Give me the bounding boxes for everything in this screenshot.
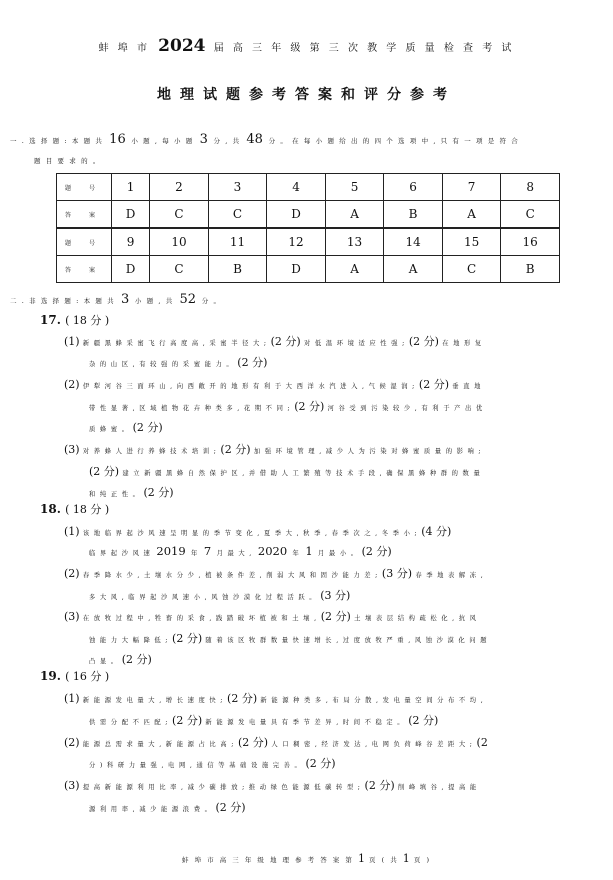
sub-number: (1) <box>64 525 80 538</box>
document-title: 地理试题参考答案和评分参考 <box>157 87 456 103</box>
score-mark: (2 分) <box>172 714 203 727</box>
answer-text: 该 地 临 界 起 沙 风 速 呈 明 显 的 季 节 变 化 , 夏 季 大 , 秋 季 , 春 季 次 之 , 冬 季 小 ; <box>82 530 418 537</box>
table-cell: 16 <box>501 228 560 256</box>
q17-line-2 <box>89 354 267 370</box>
table-cell: 11 <box>208 228 267 256</box>
answer-text: 在 地 形 复 <box>442 340 483 347</box>
q17-line-7 <box>89 463 481 479</box>
table-cell: B <box>208 256 267 283</box>
sub-number: (2) <box>64 567 80 580</box>
q18-line-1 <box>64 523 451 539</box>
q17-line-3 <box>64 376 482 392</box>
answer-text: 和 纯 正 性 。 <box>89 491 141 498</box>
answer-text: 春 季 地 表 解 冻 , <box>415 572 485 579</box>
answer-text: 提 高 新 能 源 利 用 比 率 , 减 少 碳 排 放 ; 推 动 绿 色 能 源 低 碳 转 型 ; <box>82 784 362 791</box>
answer-text: 垂 直 地 <box>452 383 482 390</box>
table-cell: C <box>442 256 501 283</box>
q18-line-5 <box>64 608 477 624</box>
q18-line-3 <box>64 565 484 581</box>
table-cell: D <box>267 256 326 283</box>
score-mark: (4 分) <box>421 525 452 538</box>
school-name: 蚌 埠 市 <box>98 43 150 54</box>
score-mark: (2 分) <box>418 378 449 391</box>
table-cell: C <box>208 201 267 229</box>
score-mark: (2 分) <box>408 714 439 727</box>
table-cell: D <box>112 201 150 229</box>
table-cell: A <box>442 201 501 229</box>
answer-text: 河 谷 受 到 污 染 较 少 , 有 利 于 产 出 优 <box>327 405 484 412</box>
row-header: 题 号 <box>57 174 112 201</box>
score-mark: (2 分) <box>320 610 351 623</box>
section2-text-b: 小 题 , 共 <box>134 297 174 305</box>
score-mark: (3 分) <box>320 589 351 602</box>
score-mark: (2 分) <box>237 736 269 749</box>
sub-number: (1) <box>64 692 80 705</box>
answer-text: 年 <box>292 550 301 557</box>
q17-line-1 <box>64 333 483 349</box>
exam-year: 2024 <box>158 36 206 56</box>
answer-text: 对 低 温 环 境 适 应 性 强 ; <box>304 340 406 347</box>
table-cell: 14 <box>384 228 443 256</box>
score-mark: (2 分) <box>408 335 439 348</box>
q17-line-6 <box>64 441 482 457</box>
q17-line-8 <box>89 484 174 500</box>
q19-line-5 <box>64 777 478 793</box>
score-mark: (2 分) <box>305 757 336 770</box>
table-cell: C <box>150 201 209 229</box>
answer-text: 加 强 环 境 管 理 , 减 少 人 为 污 染 对 蜂 蜜 质 量 的 影 响 ; <box>253 448 482 455</box>
table-cell: B <box>384 201 443 229</box>
score-mark: (2 分) <box>89 465 120 478</box>
answer-text: 土 壤 表 层 结 构 疏 松 化 , 抗 风 <box>354 615 478 622</box>
sub-number: (3) <box>64 779 80 792</box>
score-mark: (2 <box>476 736 488 749</box>
sub-number: (2) <box>64 736 80 749</box>
q19-line-2 <box>89 712 438 728</box>
table-row <box>57 201 560 229</box>
row-header: 答 案 <box>57 201 112 229</box>
answer-text: 在 放 牧 过 程 中 , 牲 畜 的 采 食 , 践 踏 破 坏 植 被 和 土 壤 , <box>82 615 318 622</box>
year-value: 2020 <box>257 544 288 558</box>
question-17-heading <box>40 312 109 328</box>
table-cell: 15 <box>442 228 501 256</box>
answer-text: 杂 的 山 区 , 有 较 强 的 采 蜜 能 力 。 <box>89 361 234 368</box>
table-cell: D <box>267 201 326 229</box>
score-mark: (2 分) <box>237 356 268 369</box>
sub-number: (3) <box>64 610 80 623</box>
answer-text: 质 蜂 蜜 。 <box>89 426 130 433</box>
sub-number: (2) <box>64 378 80 391</box>
school-heading <box>0 36 613 56</box>
section1-per-score: 3 <box>199 132 208 147</box>
table-row <box>57 228 560 256</box>
month-value: 7 <box>203 544 212 558</box>
section2-total: 52 <box>179 292 197 307</box>
answer-text: 削 峰 填 谷 , 提 高 能 <box>397 784 478 791</box>
section2-text-c: 分 。 <box>201 297 222 305</box>
q17-line-4 <box>89 398 484 414</box>
score-mark: (2 分) <box>143 486 174 499</box>
table-row <box>57 256 560 283</box>
answer-text: 对 养 蜂 人 进 行 养 蜂 技 术 培 训 ; <box>82 448 218 455</box>
section2-count: 3 <box>120 292 130 307</box>
question-number: 19. <box>40 669 61 683</box>
score-mark: (3 分) <box>381 567 412 580</box>
question-number: 18. <box>40 502 61 516</box>
score-mark: (2 分) <box>132 421 163 434</box>
table-cell: A <box>384 256 443 283</box>
question-points: ( 18 分 ) <box>65 503 110 516</box>
year-value: 2019 <box>156 544 186 558</box>
section1-count: 16 <box>109 132 126 147</box>
answer-text: 新 能 源 种 类 多 , 布 局 分 散 , 发 电 量 空 间 分 布 不 均 , <box>260 697 485 704</box>
answer-text: 临 界 起 沙 风 速 <box>89 550 152 557</box>
table-cell: D <box>112 256 150 283</box>
q17-line-5 <box>89 419 163 435</box>
answer-text: 月 最 小 。 <box>318 550 359 557</box>
answer-table <box>56 173 560 283</box>
table-cell: 1 <box>112 174 150 201</box>
page-number: 1 <box>357 852 365 865</box>
row-header: 题 号 <box>57 228 112 256</box>
q19-line-3 <box>64 734 488 750</box>
footer-text: 页 ) <box>413 856 431 864</box>
section2-instructions <box>10 292 222 307</box>
answer-text: 年 <box>191 550 199 557</box>
q18-line-6 <box>89 630 488 646</box>
answer-text: 新 疆 黑 蜂 采 蜜 飞 行 高 度 高 , 采 蜜 半 径 大 ; <box>82 340 268 347</box>
table-cell: 5 <box>325 174 384 201</box>
table-cell: 2 <box>150 174 209 201</box>
q19-line-1 <box>64 690 484 706</box>
question-points: ( 18 分 ) <box>65 314 110 327</box>
score-mark: (2 分) <box>220 443 251 456</box>
row-header: 答 案 <box>57 256 112 283</box>
question-points: ( 16 分 ) <box>65 670 110 683</box>
sub-number: (1) <box>64 335 80 348</box>
answer-text: 建 立 新 疆 黑 蜂 自 然 保 护 区 , 并 借 助 人 工 繁 殖 等 技 术 手 段 , 确 保 黑 蜂 种 群 的 数 量 <box>122 470 482 477</box>
month-value: 1 <box>305 544 313 558</box>
answer-text: 新 能 源 发 电 量 具 有 季 节 差 异 , 时 间 不 稳 定 。 <box>205 719 405 726</box>
table-cell: C <box>150 256 209 283</box>
answer-text: 伊 犁 河 谷 三 面 环 山 , 向 西 敞 开 的 地 形 有 利 于 大 西 洋 水 汽 进 入 , 气 候 湿 润 ; <box>82 383 416 390</box>
table-cell: C <box>501 201 560 229</box>
table-cell: 4 <box>267 174 326 201</box>
answer-text: 新 能 源 发 电 量 大 , 增 长 速 度 快 ; <box>82 697 224 704</box>
question-number: 17. <box>40 313 61 327</box>
footer-text: 蚌 埠 市 高 三 年 级 地 理 参 考 答 案 第 <box>182 856 354 864</box>
answer-text: 能 源 总 需 求 量 大 , 新 能 源 占 比 高 ; <box>82 741 235 748</box>
score-mark: (2 分) <box>172 632 203 645</box>
answer-text: 蚀 能 力 大 幅 降 低 ; <box>89 637 169 644</box>
q18-line-4 <box>89 587 350 603</box>
table-cell: 6 <box>384 174 443 201</box>
q18-line-2 <box>89 543 392 559</box>
answer-text: 随 着 该 区 牧 群 数 量 快 速 增 长 , 过 度 放 牧 严 重 , 风 蚀 沙 漠 化 问 题 <box>205 637 488 644</box>
table-cell: A <box>325 201 384 229</box>
score-mark: (2 分) <box>215 801 246 814</box>
q19-line-6 <box>89 799 246 815</box>
page-footer <box>0 852 613 865</box>
section1-total: 48 <box>246 132 263 147</box>
table-cell: 12 <box>267 228 326 256</box>
footer-text: 页 ( 共 <box>369 856 399 864</box>
answer-text: 分 ) 科 研 力 量 强 , 电 网 , 通 信 等 基 础 设 施 完 善 。 <box>89 762 303 769</box>
answer-text: 凸 显 。 <box>89 658 119 665</box>
answer-text: 月 最 大 , <box>216 550 253 557</box>
table-cell: B <box>501 256 560 283</box>
question-18-heading <box>40 501 109 517</box>
q19-line-4 <box>89 755 336 771</box>
score-mark: (2 分) <box>270 335 301 348</box>
exam-name: 届 高 三 年 级 第 三 次 教 学 质 量 检 查 考 试 <box>213 43 515 54</box>
table-cell: 13 <box>325 228 384 256</box>
section2-text-a: 二 . 非 选 择 题 : 本 题 共 <box>10 297 116 305</box>
q18-line-7 <box>89 651 152 667</box>
sub-number: (3) <box>64 443 80 456</box>
table-row <box>57 174 560 201</box>
table-cell: A <box>325 256 384 283</box>
score-mark: (2 分) <box>294 400 325 413</box>
score-mark: (2 分) <box>121 653 152 666</box>
answer-text: 带 性 显 著 , 区 域 植 物 花 卉 种 类 多 , 花 期 不 同 ; <box>89 405 291 412</box>
question-19-heading <box>40 668 109 684</box>
table-cell: 9 <box>112 228 150 256</box>
section1-instructions <box>10 132 519 147</box>
section1-instructions-line2: 题 目 要 求 的 。 <box>34 157 101 165</box>
table-cell: 3 <box>208 174 267 201</box>
answer-text: 人 口 稠 密 , 经 济 发 达 , 电 网 负 荷 峰 谷 差 距 大 ; <box>271 741 474 748</box>
table-cell: 10 <box>150 228 209 256</box>
answer-text: 春 季 降 水 少 , 土 壤 水 分 少 , 植 被 条 件 差 , 削 弱 大 风 和 固 沙 能 力 差 ; <box>82 572 379 579</box>
page-total: 1 <box>402 852 410 865</box>
section1-text-a: 一 . 选 择 题 : 本 题 共 <box>10 137 104 145</box>
score-mark: (2 分) <box>227 692 258 705</box>
table-cell: 7 <box>442 174 501 201</box>
section1-text-d: 分 。 在 每 小 题 给 出 的 四 个 选 项 中 , 只 有 一 项 是 符 合 <box>268 137 520 145</box>
score-mark: (2 分) <box>364 779 395 792</box>
table-cell: 8 <box>501 174 560 201</box>
answer-text: 多 大 风 , 临 界 起 沙 风 速 小 , 风 蚀 沙 漠 化 过 程 活 跃 。 <box>89 594 317 601</box>
answer-text: 源 利 用 率 , 减 少 能 源 浪 费 。 <box>89 806 213 813</box>
section1-text-c: 分 , 共 <box>213 137 241 145</box>
answer-text: 供 需 分 配 不 匹 配 ; <box>89 719 169 726</box>
section1-text-b: 小 题 , 每 小 题 <box>131 137 194 145</box>
score-mark: (2 分) <box>361 545 392 558</box>
